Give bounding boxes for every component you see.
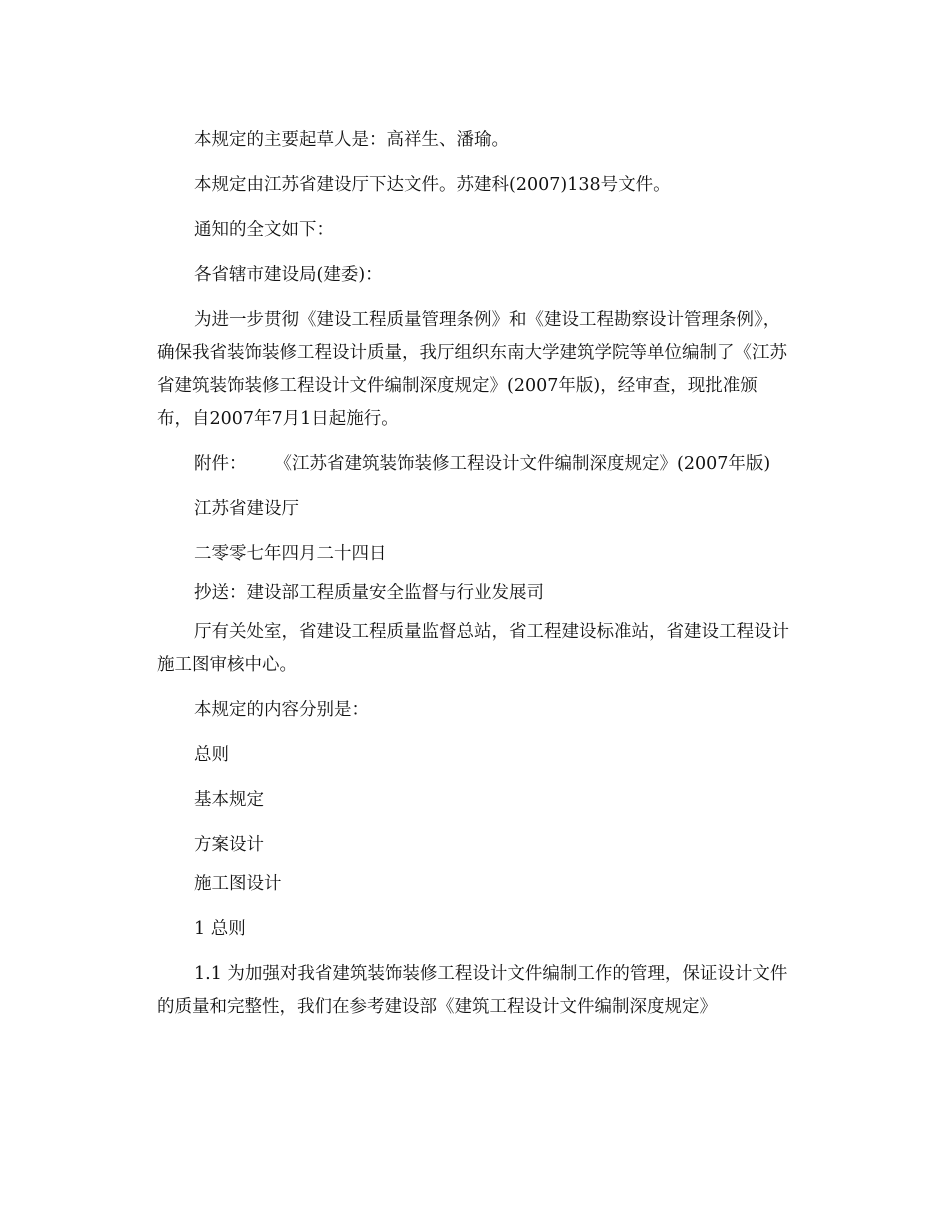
- notice-intro-paragraph: 通知的全文如下：: [194, 220, 334, 240]
- addressee-paragraph: 各省辖市建设局(建委)：: [194, 265, 383, 285]
- contents-intro-paragraph: 本规定的内容分别是：: [194, 700, 369, 720]
- issuance-paragraph: 本规定由江苏省建设厅下达文件。苏建科(2007)138号文件。: [194, 175, 671, 195]
- attachment-paragraph: [157, 448, 792, 481]
- contents-item-scheme-design: 方案设计: [194, 835, 264, 855]
- date-paragraph: 二零零七年四月二十四日: [194, 544, 387, 564]
- section-heading-general: 1 总则: [194, 919, 246, 939]
- attachment-label: 附件：: [194, 454, 247, 474]
- attachment-title: 《江苏省建筑装饰装修工程设计文件编制深度规定》(2007年版): [274, 454, 771, 474]
- drafters-paragraph: 本规定的主要起草人是：高祥生、潘瑜。: [194, 130, 509, 150]
- clause-1-1-paragraph: 1.1 为加强对我省建筑装饰装修工程设计文件编制工作的管理，保证设计文件的质量和完整性，我们在参考建设部《建筑工程设计文件编制深度规定》: [157, 964, 788, 1017]
- contents-item-general: 总则: [194, 745, 229, 765]
- notice-body-paragraph: 为进一步贯彻《建设工程质量管理条例》和《建设工程勘察设计管理条例》，确保我省装饰装修工程设计质量，我厅组织东南大学建筑学院等单位编制了《江苏省建筑装饰装修工程设计文件编制深度规定》(2007年版)，经审查，现批准颁布，自2007年7月1日起施行。: [157, 310, 787, 429]
- contents-item-basic-rules: 基本规定: [194, 790, 264, 810]
- contents-item-construction-drawing: 施工图设计: [194, 874, 282, 894]
- issuer-paragraph: 江苏省建设厅: [194, 499, 299, 519]
- document-body: [157, 124, 792, 1036]
- cc-recipients-paragraph: 厅有关处室，省建设工程质量监督总站，省工程建设标准站，省建设工程设计施工图审核中心。: [157, 622, 789, 675]
- cc-paragraph: 抄送：建设部工程质量安全监督与行业发展司: [194, 583, 544, 603]
